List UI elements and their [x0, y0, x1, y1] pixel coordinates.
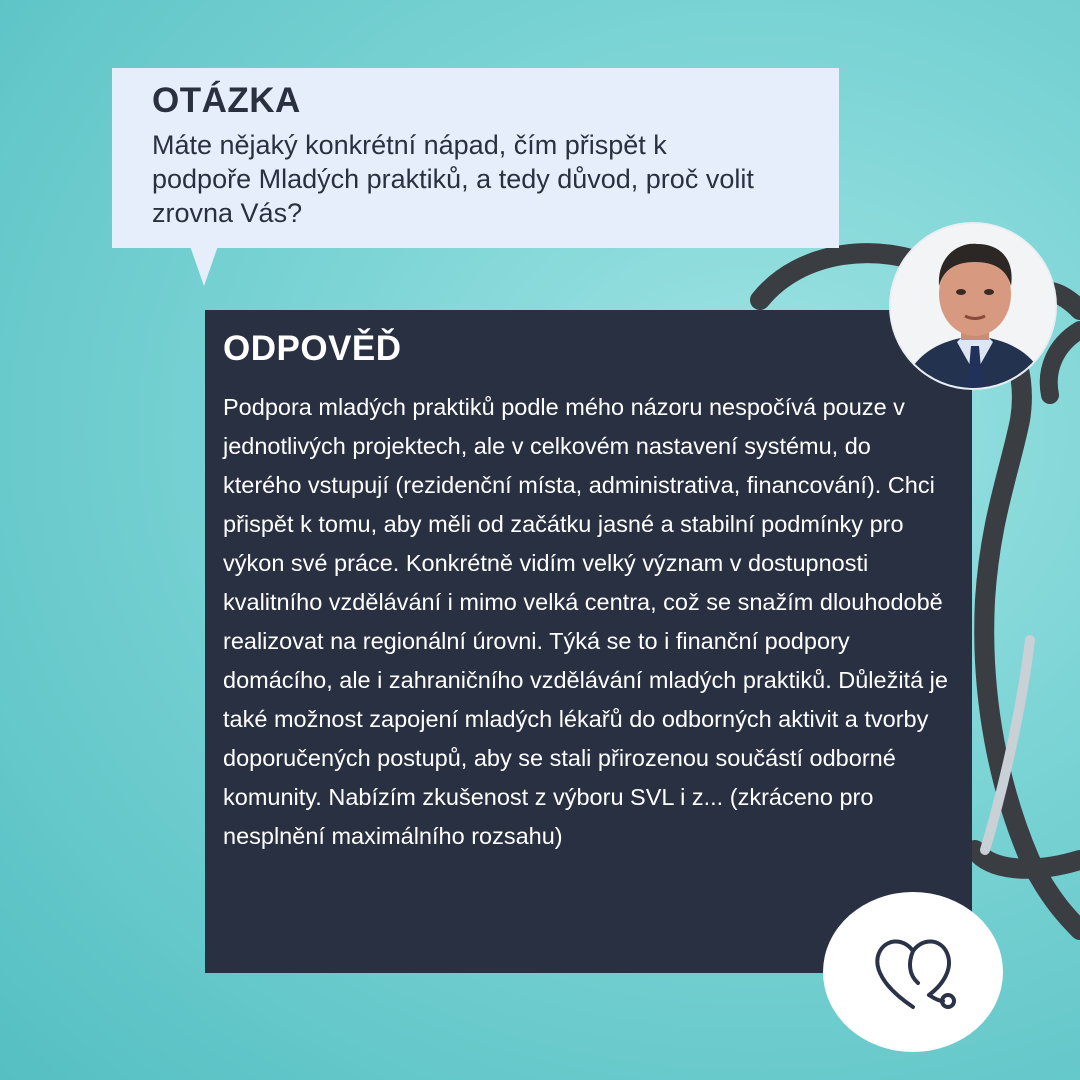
- question-title: OTÁZKA: [152, 81, 301, 120]
- answer-text: Podpora mladých praktiků podle mého názoru nespočívá pouze v jednotlivých projektech, ale v celkovém nastavení systému, do kterého vstupují (rezidenční místa, administrativa, financování). Chci přispět k tomu, aby měli od začátku jasné a stabilní podmínky pro výkon své práce. Konkrétně vidím velký význam v dostupnosti kvalitního vzdělávání i mimo velká centra, což se snažím dlouhodobě realizovat na regionální úrovni. Týká se to i finanční podpory domácího, ale i zahraničního vzdělávání mladých praktiků. Důležitá je také možnost zapojení mladých lékařů do odborných aktivit a tvorby doporučených postupů, aby se stali přirozenou součástí odborné komunity. Nabízím zkušenost z výboru SVL i z... (zkráceno pro nesplnění maximálního rozsahu): [223, 394, 948, 849]
- answer-card: [205, 310, 972, 973]
- heart-stethoscope-logo-icon: [823, 892, 1003, 1052]
- answer-title: ODPOVĚĎ: [223, 329, 402, 368]
- question-card: [112, 68, 839, 248]
- question-text: Máte nějaký konkrétní nápad, čím přispět k podpoře Mladých praktiků, a tedy důvod, proč volit zrovna Vás?: [152, 130, 754, 228]
- candidate-portrait-icon: [889, 222, 1057, 390]
- speech-bubble-tail: [190, 246, 218, 286]
